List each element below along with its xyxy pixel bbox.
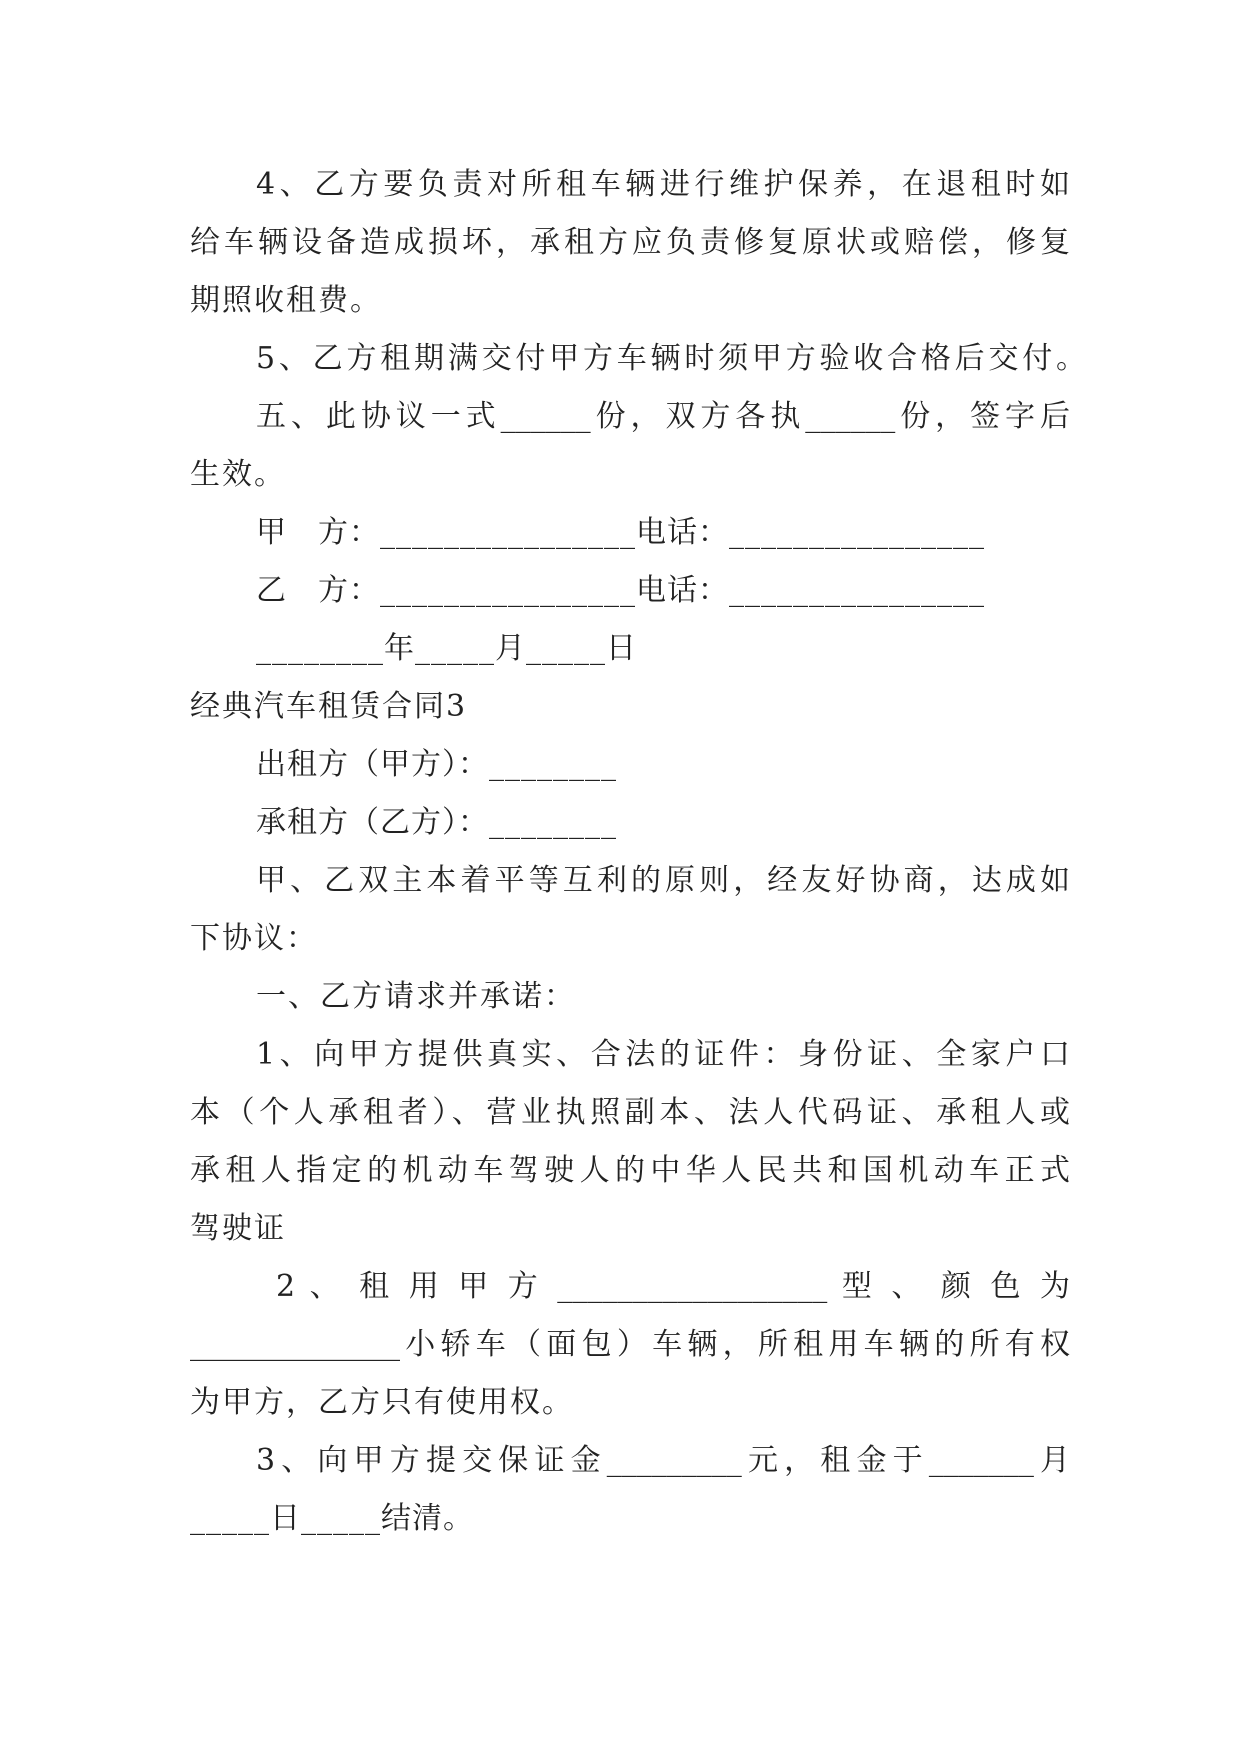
contract-title: 经典汽车租赁合同3 [190, 689, 468, 724]
text-line: ______________小轿车（面包）车辆，所租用车辆的所有权 [190, 1327, 1070, 1362]
text-line: 为甲方，乙方只有使用权。 [190, 1385, 574, 1420]
text-line: 期照收租费。 [190, 283, 382, 318]
text-line: 2 、 租 用 甲 方 __________________ 型 、 颜 色 为 [276, 1269, 1070, 1304]
text-line: _____日_____结清。 [190, 1501, 474, 1536]
text-line: 甲、乙双主本着平等互利的原则，经友好协商，达成如 [256, 863, 1070, 898]
text-line: 3、向甲方提交保证金_________元，租金于_______月 [256, 1443, 1070, 1478]
text-line: 承租人指定的机动车驾驶人的中华人民共和国机动车正式 [190, 1153, 1070, 1188]
lessee-line: 承租方（乙方）：________ [256, 805, 617, 840]
section-heading: 一、乙方请求并承诺： [256, 979, 576, 1014]
text-line: 4、乙方要负责对所租车辆进行维护保养，在退租时如 [256, 167, 1070, 202]
text-line: 五、此协议一式______份，双方各执______份，签字后 [256, 399, 1070, 434]
text-line: 驾驶证 [190, 1211, 286, 1246]
text-line: 下协议： [190, 921, 318, 956]
lessor-line: 出租方（甲方）：________ [256, 747, 617, 782]
text-line: 本（个人承租者）、营业执照副本、法人代码证、承租人或 [190, 1095, 1070, 1130]
text-line: 生效。 [190, 457, 286, 492]
text-line: 给车辆设备造成损坏，承租方应负责修复原状或赔偿，修复 [190, 225, 1070, 260]
date-line: ________年_____月_____日 [256, 631, 637, 666]
signature-line-party-a: 甲 方：________________电话：________________ [256, 515, 985, 550]
text-line: 1、向甲方提供真实、合法的证件：身份证、全家户口 [256, 1037, 1070, 1072]
signature-line-party-b: 乙 方：________________电话：________________ [256, 573, 985, 608]
text-line: 5、乙方租期满交付甲方车辆时须甲方验收合格后交付。 [256, 341, 1086, 376]
